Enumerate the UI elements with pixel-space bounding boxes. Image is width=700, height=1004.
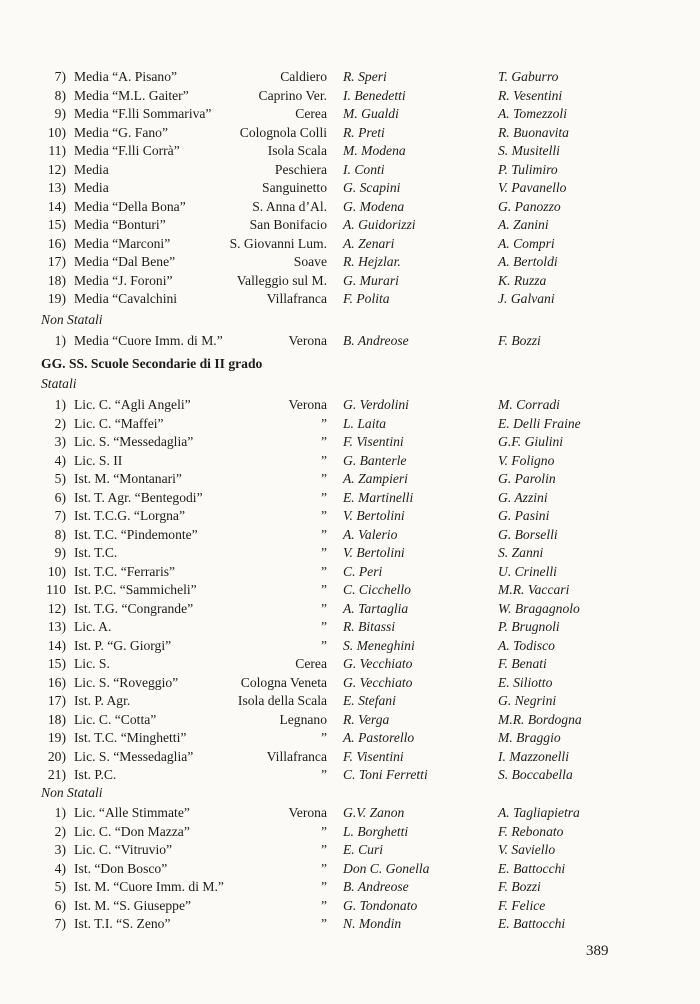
table-row (0, 691, 700, 710)
person-name-2: T. Gaburro (498, 69, 559, 84)
school-location: Legnano (279, 711, 327, 727)
person-name-1: V. Bertolini (343, 508, 405, 523)
school-location: Soave (293, 254, 327, 269)
school-name: Ist. T.C. “Ferraris” (74, 563, 176, 579)
entry-number: 5) (54, 879, 66, 894)
table-row (0, 822, 700, 841)
school-location: ” (320, 823, 327, 839)
entry-number: 11) (48, 143, 66, 158)
entry-number: 5) (54, 471, 66, 486)
person-name-2: I. Mazzonelli (498, 748, 569, 764)
entry-number: 17) (47, 254, 66, 269)
person-name-1: R. Verga (343, 711, 390, 727)
person-name-2: A. Tagliapietra (498, 805, 580, 820)
entry-number: 18) (47, 272, 66, 288)
school-location: ” (320, 600, 327, 616)
school-name: Lic. A. (74, 619, 112, 634)
school-location: ” (320, 489, 327, 505)
school-name: Lic. S. “Messedaglia” (74, 434, 194, 449)
school-location: Valleggio sul M. (236, 272, 327, 288)
person-name-2: G. Borselli (498, 526, 558, 542)
school-location: ” (320, 563, 327, 579)
entry-number: 15) (47, 656, 66, 671)
person-name-1: R. Preti (343, 124, 385, 140)
person-name-1: L. Laita (343, 415, 387, 431)
school-location: Caldiero (280, 69, 327, 84)
school-name: Ist. M. “Cuore Imm. di M.” (74, 879, 224, 894)
entry-number: 1) (54, 333, 66, 348)
entry-number: 9) (54, 106, 66, 121)
school-name: Ist. T.C. (74, 545, 118, 560)
person-name-2: G. Pasini (498, 508, 550, 523)
school-name: Media “Bonturi” (74, 217, 166, 232)
school-name: Media “F.lli Corrà” (74, 143, 180, 158)
school-location: ” (320, 860, 327, 876)
table-row (0, 271, 700, 290)
school-name: Lic. S. II (74, 452, 123, 468)
school-location: Villafranca (266, 291, 327, 306)
entry-number: 14) (47, 637, 66, 653)
section-label-row (0, 783, 700, 802)
person-name-1: G. Tondonato (343, 897, 418, 913)
school-name: Media “Dal Bene” (74, 254, 176, 269)
table-row (0, 728, 700, 747)
entry-number: 8) (54, 87, 66, 103)
table-row (0, 289, 700, 308)
table-row (0, 914, 700, 933)
school-location: Villafranca (266, 748, 327, 764)
entry-number: 4) (54, 860, 66, 876)
table-row (0, 252, 700, 271)
section-label: Non Statali (41, 785, 103, 800)
table-row (0, 747, 700, 766)
person-name-1: A. Guidorizzi (343, 217, 416, 232)
school-name: Ist. “Don Bosco” (74, 860, 168, 876)
person-name-1: R. Bitassi (343, 619, 396, 634)
school-location: ” (320, 730, 327, 745)
person-name-1: Don C. Gonella (343, 860, 430, 876)
school-location: ” (320, 897, 327, 913)
entry-number: 10) (47, 124, 66, 140)
table-row (0, 710, 700, 729)
school-location: ” (320, 415, 327, 431)
table-row (0, 395, 700, 414)
entry-number: 15) (47, 217, 66, 232)
school-name: Ist. T.C. “Minghetti” (74, 730, 187, 745)
entry-number: 1) (54, 397, 66, 412)
table-row (0, 141, 700, 160)
table-row (0, 197, 700, 216)
table-row (0, 580, 700, 599)
entry-number: 14) (47, 198, 66, 214)
table-row (0, 86, 700, 105)
section-heading: GG. SS. Scuole Secondarie di II grado (41, 356, 263, 371)
table-row (0, 123, 700, 142)
entry-number: 110 (46, 582, 66, 597)
person-name-2: V. Pavanello (498, 180, 567, 195)
entry-number: 18) (47, 711, 66, 727)
person-name-1: G. Vecchiato (343, 674, 413, 690)
school-location: Colognola Colli (239, 124, 327, 140)
table-row (0, 488, 700, 507)
school-name: Lic. S. (74, 656, 110, 671)
person-name-1: A. Zampieri (343, 471, 408, 486)
person-name-1: L. Borghetti (343, 823, 409, 839)
school-name: Ist. P. Agr. (74, 693, 131, 708)
table-row (0, 803, 700, 822)
table-row (0, 506, 700, 525)
person-name-2: F. Bozzi (498, 879, 541, 894)
entry-number: 12) (47, 161, 66, 177)
entry-number: 2) (54, 415, 66, 431)
table-row (0, 331, 700, 350)
school-name: Ist. P.C. (74, 767, 117, 782)
person-name-1: F. Polita (343, 291, 390, 306)
person-name-1: G. Vecchiato (343, 656, 413, 671)
entry-number: 13) (47, 180, 66, 195)
entry-number: 19) (47, 291, 66, 306)
school-location: ” (320, 545, 327, 560)
school-location: ” (320, 508, 327, 523)
school-name: Ist. T.I. “S. Zeno” (74, 916, 171, 931)
school-location: ” (320, 471, 327, 486)
school-location: Isola della Scala (237, 693, 327, 708)
school-location: Sanguinetto (262, 180, 327, 195)
entry-number: 7) (54, 508, 66, 523)
person-name-1: R. Speri (343, 69, 387, 84)
person-name-1: F. Visentini (343, 434, 404, 449)
school-name: Lic. C. “Maffei” (74, 415, 164, 431)
entry-number: 7) (54, 916, 66, 931)
entry-number: 7) (54, 69, 66, 84)
entry-number: 21) (47, 767, 66, 782)
entry-number: 20) (47, 748, 66, 764)
school-location: ” (320, 452, 327, 468)
person-name-1: G.V. Zanon (343, 805, 405, 820)
school-name: Lic. C. “Cotta” (74, 711, 157, 727)
person-name-2: E. Battocchi (498, 916, 566, 931)
section-label-row (0, 310, 700, 329)
entry-number: 3) (54, 434, 66, 449)
entry-number: 4) (54, 452, 66, 468)
table-row (0, 469, 700, 488)
school-location: Cerea (295, 656, 327, 671)
school-name: Lic. S. “Roveggio” (74, 674, 179, 690)
person-name-2: G.F. Giulini (498, 434, 564, 449)
table-row (0, 654, 700, 673)
person-name-2: F. Felice (498, 897, 546, 913)
person-name-2: A. Tomezzoli (498, 106, 567, 121)
school-name: Media “F.lli Sommariva” (74, 106, 212, 121)
school-name: Lic. C. “Don Mazza” (74, 823, 190, 839)
school-name: Ist. M. “S. Giuseppe” (74, 897, 192, 913)
table-row (0, 543, 700, 562)
school-name: Lic. C. “Agli Angeli” (74, 397, 191, 412)
school-name: Ist. T.C.G. “Lorgna” (74, 508, 185, 523)
school-name: Lic. “Alle Stimmate” (74, 805, 190, 820)
person-name-1: S. Meneghini (343, 637, 415, 653)
table-row (0, 178, 700, 197)
school-location: ” (320, 842, 327, 857)
table-row (0, 673, 700, 692)
table-row (0, 160, 700, 179)
school-name: Media “Cuore Imm. di M.” (74, 333, 223, 348)
table-row (0, 617, 700, 636)
person-name-2: V. Foligno (498, 452, 555, 468)
table-row (0, 636, 700, 655)
person-name-2: J. Galvani (498, 291, 555, 306)
person-name-1: C. Cicchello (343, 582, 411, 597)
person-name-2: M.R. Bordogna (498, 711, 582, 727)
school-name: Media “A. Pisano” (74, 69, 178, 84)
person-name-1: B. Andreose (343, 879, 409, 894)
person-name-2: A. Compri (498, 235, 555, 251)
school-location: S. Giovanni Lum. (229, 235, 327, 251)
person-name-2: M.R. Vaccari (498, 582, 570, 597)
school-name: Media “J. Foroni” (74, 272, 173, 288)
person-name-2: F. Rebonato (498, 823, 564, 839)
school-name: Lic. S. “Messedaglia” (74, 748, 194, 764)
person-name-1: G. Murari (343, 272, 399, 288)
school-name: Lic. C. “Vitruvio” (74, 842, 173, 857)
person-name-2: R. Buonavita (498, 124, 569, 140)
entry-number: 17) (47, 693, 66, 708)
person-name-2: F. Benati (498, 656, 547, 671)
entry-number: 6) (54, 897, 66, 913)
table-row (0, 599, 700, 618)
person-name-1: A. Pastorello (343, 730, 415, 745)
table-row (0, 215, 700, 234)
person-name-1: G. Verdolini (343, 397, 409, 412)
person-name-2: A. Zanini (498, 217, 549, 232)
table-row (0, 859, 700, 878)
person-name-2: P. Tulimiro (498, 161, 558, 177)
school-name: Media “Della Bona” (74, 198, 186, 214)
table-row (0, 896, 700, 915)
person-name-2: F. Bozzi (498, 333, 541, 348)
entry-number: 8) (54, 526, 66, 542)
person-name-1: G. Banterle (343, 452, 407, 468)
table-row (0, 765, 700, 784)
school-location: ” (320, 619, 327, 634)
person-name-1: I. Benedetti (343, 87, 406, 103)
person-name-2: E. Battocchi (498, 860, 566, 876)
entry-number: 16) (47, 235, 66, 251)
table-row (0, 525, 700, 544)
person-name-1: G. Modena (343, 198, 405, 214)
entry-number: 19) (47, 730, 66, 745)
person-name-2: S. Boccabella (498, 767, 573, 782)
person-name-1: E. Curi (343, 842, 384, 857)
person-name-2: S. Zanni (498, 545, 544, 560)
school-name: Media (74, 161, 109, 177)
school-name: Media “Marconi” (74, 235, 171, 251)
school-name: Ist. T. Agr. “Bentegodi” (74, 489, 203, 505)
section-heading-row (0, 354, 700, 373)
person-name-2: A. Todisco (498, 637, 555, 653)
person-name-2: U. Crinelli (498, 563, 557, 579)
person-name-2: E. Delli Fraine (498, 415, 581, 431)
school-name: Ist. M. “Montanari” (74, 471, 182, 486)
table-row (0, 451, 700, 470)
school-location: ” (320, 916, 327, 931)
school-location: ” (320, 526, 327, 542)
person-name-2: G. Azzini (498, 489, 548, 505)
person-name-2: R. Vesentini (498, 87, 563, 103)
section-label-row (0, 374, 700, 393)
person-name-1: E. Stefani (343, 693, 396, 708)
person-name-2: V. Saviello (498, 842, 556, 857)
school-location: Cologna Veneta (240, 674, 327, 690)
table-row (0, 414, 700, 433)
table-row (0, 840, 700, 859)
person-name-1: M. Modena (343, 143, 406, 158)
person-name-1: A. Valerio (343, 526, 398, 542)
school-location: Verona (288, 333, 327, 348)
entry-number: 1) (54, 805, 66, 820)
person-name-1: C. Toni Ferretti (343, 767, 428, 782)
school-location: ” (320, 637, 327, 653)
school-location: Caprino Ver. (258, 87, 327, 103)
school-location: ” (320, 879, 327, 894)
school-name: Media “M.L. Gaiter” (74, 87, 189, 103)
school-name: Ist. P.C. “Sammicheli” (74, 582, 197, 597)
person-name-1: F. Visentini (343, 748, 404, 764)
person-name-2: P. Brugnoli (498, 619, 560, 634)
person-name-1: V. Bertolini (343, 545, 405, 560)
section-label: Non Statali (41, 312, 103, 327)
entry-number: 3) (54, 842, 66, 857)
person-name-2: M. Braggio (498, 730, 561, 745)
person-name-1: N. Mondin (343, 916, 402, 931)
school-location: ” (320, 582, 327, 597)
entry-number: 16) (47, 674, 66, 690)
table-row (0, 104, 700, 123)
person-name-2: W. Bragagnolo (498, 600, 580, 616)
school-name: Media (74, 180, 109, 195)
school-location: Peschiera (274, 161, 327, 177)
table-row (0, 67, 700, 86)
school-name: Ist. T.G. “Congrande” (74, 600, 194, 616)
person-name-2: K. Ruzza (498, 272, 547, 288)
person-name-1: A. Tartaglia (343, 600, 409, 616)
entry-number: 12) (47, 600, 66, 616)
person-name-1: B. Andreose (343, 333, 409, 348)
school-location: San Bonifacio (249, 217, 327, 232)
entry-number: 9) (54, 545, 66, 560)
person-name-1: G. Scapini (343, 180, 401, 195)
school-location: Verona (288, 805, 327, 820)
school-name: Media “Cavalchini (74, 291, 178, 306)
entry-number: 13) (47, 619, 66, 634)
school-location: S. Anna d’Al. (252, 198, 327, 214)
entry-number: 10) (47, 563, 66, 579)
person-name-2: S. Musitelli (498, 143, 560, 158)
person-name-2: E. Siliotto (498, 674, 553, 690)
table-row (0, 877, 700, 896)
person-name-1: I. Conti (343, 161, 385, 177)
school-location: Isola Scala (267, 143, 327, 158)
person-name-1: C. Peri (343, 563, 383, 579)
school-name: Ist. T.C. “Pindemonte” (74, 526, 198, 542)
entry-number: 2) (54, 823, 66, 839)
section-label: Statali (41, 376, 77, 391)
entry-number: 6) (54, 489, 66, 505)
page-number: 389 (586, 943, 609, 959)
school-name: Ist. P. “G. Giorgi” (74, 637, 172, 653)
person-name-1: R. Hejzlar. (343, 254, 401, 269)
person-name-2: M. Corradi (498, 397, 560, 412)
table-row (0, 234, 700, 253)
school-location: ” (320, 434, 327, 449)
person-name-1: A. Zenari (343, 235, 395, 251)
school-location: ” (320, 767, 327, 782)
person-name-2: G. Negrini (498, 693, 557, 708)
person-name-2: G. Parolin (498, 471, 556, 486)
person-name-1: E. Martinelli (343, 489, 414, 505)
school-location: Cerea (295, 106, 327, 121)
school-name: Media “G. Fano” (74, 124, 168, 140)
school-location: Verona (288, 397, 327, 412)
table-row (0, 432, 700, 451)
person-name-2: A. Bertoldi (498, 254, 558, 269)
person-name-1: M. Gualdi (343, 106, 399, 121)
person-name-2: G. Panozzo (498, 198, 561, 214)
table-row (0, 562, 700, 581)
